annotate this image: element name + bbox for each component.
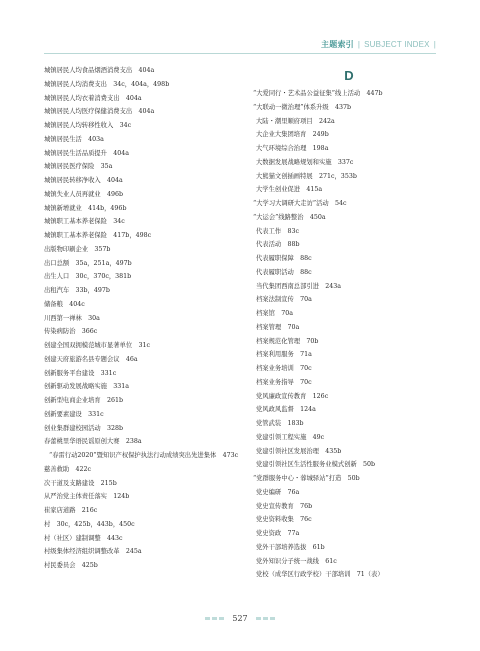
index-entry: 档案业务指导 70c (256, 378, 312, 386)
index-entry: 崔家店道路 216c (44, 507, 98, 514)
index-entry: 村级集体经济组织调整改革 245a (44, 548, 142, 556)
index-entry: 党史宣传教育 76b (256, 502, 313, 510)
index-entry: 党校（成华区行政学校）干部培训 71（表） (256, 571, 384, 579)
index-entry: 城镇居民生活品质提升 404a (44, 149, 130, 157)
index-entry: 出版物印刷企业 357b (44, 245, 111, 253)
index-entry: 储备粮 404c (44, 300, 85, 308)
index-entry: 村民委员会 425b (44, 562, 98, 569)
index-entry: 川西第一禅林 30a (44, 314, 100, 322)
index-entry: 创新要素建设 331c (44, 410, 104, 418)
index-entry: 创业集群建校园活动 328b (44, 424, 124, 432)
index-entry: 创新型电商企业培育 261b (44, 397, 124, 404)
index-entry: 党外知识分子统一战线 61c (256, 557, 337, 565)
index-entry: 代表活动 88b (256, 241, 300, 249)
index-entry: 村（社区）建制调整 443c (44, 534, 123, 542)
index-entry: 代表工作 83c (256, 227, 300, 235)
index-entry: 档案业务培训 70c (256, 365, 312, 372)
section-header (321, 37, 436, 51)
index-entry: 城镇新增就业 414b，496b (44, 204, 127, 212)
index-entry: 城镇居民人均衣着消费支出 404a (44, 94, 142, 102)
index-entry: 城镇居民人均医疗保健消费支出 404a (44, 108, 155, 116)
index-entry: 出生人口 30c，370c，381b (44, 273, 132, 281)
index-entry: 大学生创业促进 415a (256, 186, 323, 194)
section-title-en: SUBJECT INDEX (364, 39, 430, 49)
index-entry: 创建全国双拥模范城市显著单位 31c (44, 342, 150, 349)
index-column-left (44, 64, 249, 573)
index-entry: 城镇居民生活 403a (44, 135, 104, 143)
index-entry: 城镇居民人均食品烟酒消费支出 404a (44, 67, 155, 74)
index-entry: 城镇职工基本养老保险 417b，498c (44, 232, 152, 239)
index-entry: 从严治党主体责任落实 124b (44, 493, 130, 501)
footer-ornament-left (205, 617, 224, 620)
index-entry: 当代集团西南总部引进 243a (256, 282, 342, 290)
index-entry: 城镇居民人均转移性收入 34c (44, 122, 132, 129)
index-entry: 党建引领社区生活性服务业模式创新 50b (256, 461, 376, 469)
index-entry: 档案馆 70a (256, 310, 293, 317)
index-entry-wrapped: “春雷行动2020”暨知识产权保护执法行动成绩突出先进集体 473c (49, 452, 239, 459)
section-title-cn: 主题索引 (321, 39, 354, 49)
index-entry: 城镇职工基本养老保险 34c (44, 218, 125, 226)
index-entry: 创新驱动发展战略实施 331a (44, 383, 130, 391)
index-entry: 城镇失业人员再就业 496b (44, 190, 124, 198)
index-entry: 党建引领工程实施 49c (256, 433, 325, 441)
index-entry: 档案利用服务 71a (256, 351, 312, 359)
index-entry: “大运会”线路整治 450a (253, 213, 326, 221)
index-entry: 代表履职保障 88c (256, 255, 312, 262)
index-entry: 村 30c，425b，443b，450c (44, 520, 135, 528)
index-entry: 党史资料收集 76c (256, 516, 312, 524)
index-entry: 档案规范化管理 70b (256, 337, 319, 345)
index-entry: 慈善救助 422c (44, 465, 92, 473)
index-entry: 城镇居民医疗保险 35a (44, 163, 113, 171)
header-end-mark: | (433, 39, 436, 49)
index-entry: “大联动一微治理”体系升级 437b (253, 103, 352, 111)
index-entry: 档案法制宣传 70a (256, 296, 312, 304)
index-entry: 党史编研 76a (256, 488, 300, 496)
index-entry: “党群服务中心・蓉城驿站”打造 50b (253, 475, 360, 482)
index-entry: 创建天府旅游名县专题会议 46a (44, 355, 138, 363)
index-entry: 传染病防治 366c (44, 328, 98, 336)
header-divider (44, 53, 436, 54)
index-column-right (253, 64, 442, 582)
index-section-letter: D (344, 68, 354, 83)
index-entry: 党史资政 77a (256, 530, 300, 537)
index-entry: 出口总额 35a，251a，497b (44, 259, 132, 267)
index-entry: 春蕾桃里华语民谣原创大赛 238a (44, 438, 142, 446)
footer-ornament-right (256, 617, 275, 620)
index-entry: 大数据发展战略规划和实施 337c (256, 158, 354, 166)
page-number: 527 (232, 614, 248, 623)
index-entry: 大熊猫文创插画特展 271c，353b (256, 172, 357, 180)
index-entry: 城镇居民转移净收入 404a (44, 177, 123, 184)
header-separator: | (357, 39, 361, 49)
index-entry: 党管武装 183b (256, 420, 304, 427)
index-entry: 大陆・潮里顺府项目 242a (256, 117, 335, 125)
index-entry: 代表履职活动 88c (256, 268, 312, 276)
index-entry: 党外干部培养选拔 61b (256, 543, 325, 551)
index-entry: 党风政风监督 124a (256, 406, 316, 414)
index-entry: “大学习大调研大走访”活动 54c (253, 200, 347, 207)
index-entry: 党建引领社区发展治理 435b (256, 447, 342, 455)
index-entry: 党风廉政宣传教育 126c (256, 392, 329, 400)
index-entry: 创新服务平台建设 331c (44, 369, 117, 377)
index-entry: 次干道及支路建设 215b (44, 479, 117, 487)
index-entry: 大气环境综合治理 198a (256, 145, 329, 152)
index-entry: 城镇居民人均消费支出 34c，404a，498b (44, 80, 170, 88)
index-entry: 大企业大集团培育 249b (256, 131, 329, 139)
page-footer (0, 614, 480, 623)
index-entry: 出租汽车 33b，497b (44, 287, 110, 294)
index-entry: “大爱同行・艺术品公益征集”线上活动 447b (253, 90, 383, 97)
index-entry: 档案管理 70a (256, 323, 300, 331)
